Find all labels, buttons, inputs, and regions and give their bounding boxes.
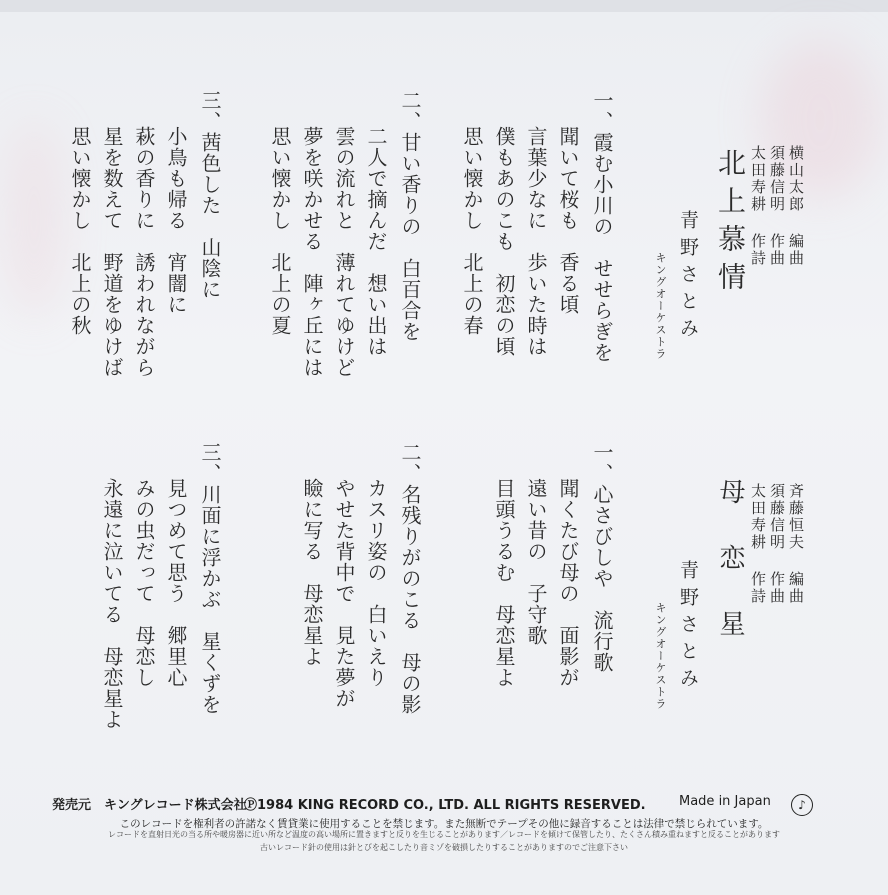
song1-verse3-line: 星を数えて 野道をゆけば: [100, 126, 124, 378]
song1-verse1-line: 言葉少なに 歩いた時は: [524, 126, 548, 357]
song2-verse1-line: 聞くたび母の 面影が: [556, 478, 580, 688]
footer-copyright: Ⓟ1984 KING RECORD CO., LTD. ALL RIGHTS RESERVED.: [244, 798, 646, 813]
song1-credit-arranger: 横山太郎 編曲: [787, 145, 805, 267]
song2-orchestra: キングオーケストラ: [654, 602, 667, 710]
song2-artist: 青野さとみ: [677, 560, 699, 695]
song2-verse2-line: 瞼に写る 母恋星よ: [300, 478, 324, 667]
pink-stain: [4, 120, 64, 320]
footer-warning: このレコードを権利者の許諾なく賃貸業に使用することを禁じます。また無断でテープその他に録音することは法律で禁じられています。: [119, 818, 769, 830]
song1-credit-composer: 須藤信明 作曲: [768, 145, 786, 267]
song1-title: 北上慕情: [714, 148, 747, 300]
song1-verse3-line: 萩の香りに 誘われながら: [132, 126, 156, 378]
song1-verse2-line: 思い懐かし 北上の夏: [268, 126, 292, 336]
song1-verse1-line: 思い懐かし 北上の春: [460, 126, 484, 336]
footer-care-note-2: 古いレコード針の使用は針とびを起こしたり音ミゾを破損したりすることがありますのでご注意下さい: [260, 843, 628, 852]
song2-verse3-line: 見つめて思う 郷里心: [164, 478, 188, 688]
song1-verse1-line: 一、霞む小川の せせらぎを: [590, 90, 614, 363]
song2-credit-lyricist: 太田寿耕 作詩: [749, 483, 767, 605]
song1-verse3-line: 思い懐かし 北上の秋: [68, 126, 92, 336]
king-record-logo-icon: ♪: [791, 794, 813, 816]
top-edge-strip: [0, 0, 888, 12]
song1-orchestra: キングオーケストラ: [654, 252, 667, 360]
footer-made-in: Made in Japan: [679, 794, 771, 809]
song1-verse2-line: 二人で摘んだ 想い出は: [364, 126, 388, 357]
song2-verse1-line: 遠い昔の 子守歌: [524, 478, 548, 646]
song1-verse3-line: 小鳥も帰る 宵闇に: [164, 126, 188, 315]
song1-verse1-line: 聞いて桜も 香る頃: [556, 126, 580, 315]
song2-verse2-line: 二、名残りがのこる 母の影: [398, 442, 422, 715]
song2-verse1-line: 一、心さびしや 流行歌: [590, 442, 614, 673]
song2-verse3-line: 永遠に泣いてる 母恋星よ: [100, 478, 124, 730]
song2-title: 母恋星: [715, 478, 745, 676]
footer-care-note-1: レコードを直射日光の当る所や暖房器に近い所など温度の高い場所に置きますと反りを生じることがあります／レコードを傾けて保管したり、たくさん積み重ねますと反ることがあります: [108, 830, 780, 839]
song1-verse2-line: 二、甘い香りの 白百合を: [398, 90, 422, 342]
song2-verse1-line: 目頭うるむ 母恋星よ: [492, 478, 516, 688]
song2-credit-composer: 須藤信明 作曲: [768, 483, 786, 605]
song2-verse2-line: やせた背中で 見た夢が: [332, 478, 356, 709]
song2-verse2-line: カスリ姿の 白いえり: [364, 478, 388, 688]
song1-verse1-line: 僕もあのこも 初恋の頃: [492, 126, 516, 357]
song1-verse2-line: 雲の流れと 薄れてゆけど: [332, 126, 356, 378]
song2-verse3-line: みの虫だって 母恋し: [132, 478, 156, 688]
footer-seller: 発売元 キングレコード株式会社: [52, 798, 247, 813]
song2-verse3-line: 三、川面に浮かぶ 星くずを: [198, 442, 222, 715]
song1-verse2-line: 夢を咲かせる 陣ヶ丘には: [300, 126, 324, 378]
song1-credit-lyricist: 太田寿耕 作詩: [749, 145, 767, 267]
song1-verse3-line: 三、茜色した 山陰に: [198, 90, 222, 300]
song2-credit-arranger: 斉藤恒夫 編曲: [787, 483, 805, 605]
song1-artist: 青野さとみ: [677, 210, 699, 345]
